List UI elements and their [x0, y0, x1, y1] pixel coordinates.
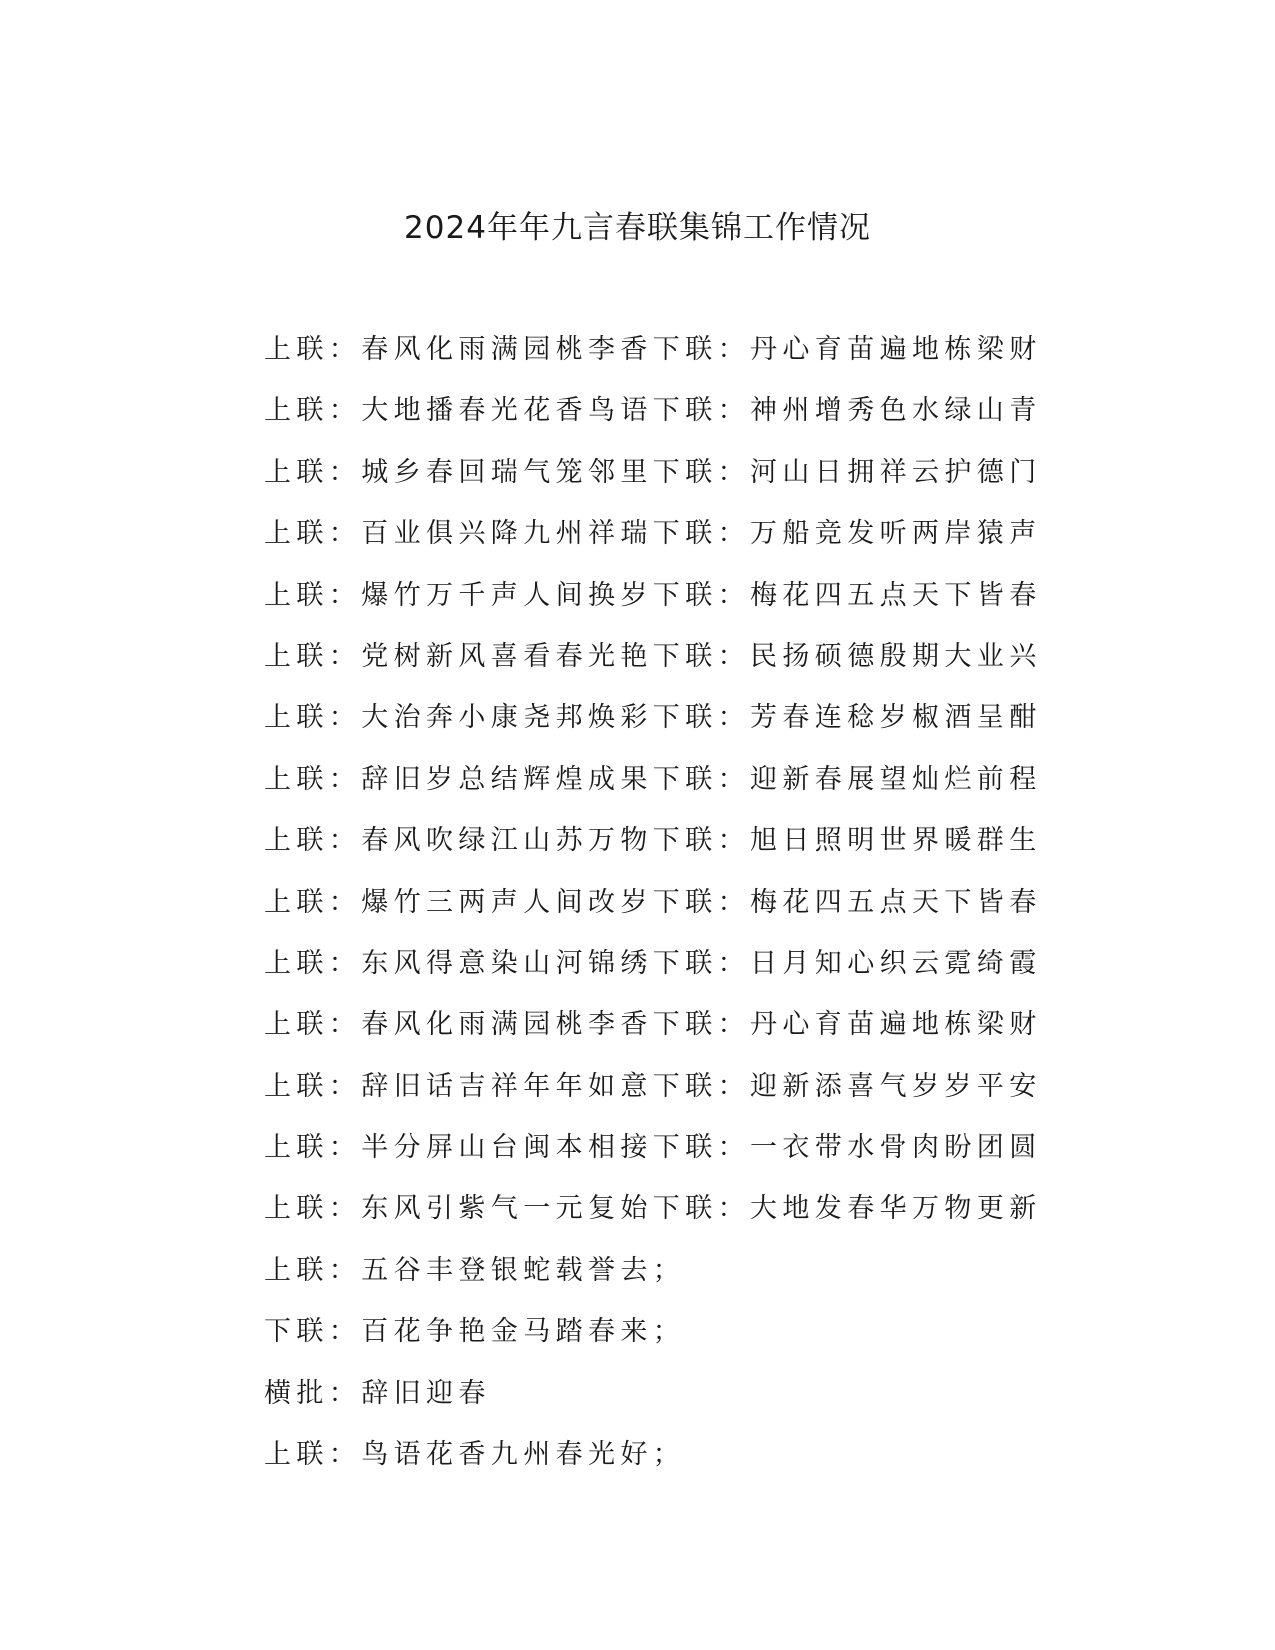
couplet-line: 上联：春风化雨满园桃李香下联：丹心育苗遍地栋梁财: [264, 1009, 1042, 1041]
couplet-line: 横批：辞旧迎春: [264, 1377, 491, 1409]
couplet-line: 上联：大地播春光花香鸟语下联：神州增秀色水绿山青: [264, 395, 1042, 427]
couplet-line: 上联：城乡春回瑞气笼邻里下联：河山日拥祥云护德门: [264, 456, 1042, 488]
couplet-line: 上联：鸟语花香九州春光好；: [264, 1439, 686, 1471]
couplet-line: 下联：百花争艳金马踏春来；: [264, 1316, 686, 1348]
couplet-line: 上联：爆竹三两声人间改岁下联：梅花四五点天下皆春: [264, 886, 1042, 918]
couplet-line: 上联：五谷丰登银蛇载誉去；: [264, 1254, 686, 1286]
page-title: 2024年年九言春联集锦工作情况: [404, 210, 871, 246]
couplet-line: 上联：百业俱兴降九州祥瑞下联：万船竞发听两岸猿声: [264, 518, 1042, 550]
couplet-line: 上联：辞旧话吉祥年年如意下联：迎新添喜气岁岁平安: [264, 1070, 1042, 1102]
couplet-list: [264, 330, 1042, 1496]
couplet-line: 上联：东风得意染山河锦绣下联：日月知心织云霓绮霞: [264, 947, 1042, 979]
couplet-line: 上联：春风化雨满园桃李香下联：丹心育苗遍地栋梁财: [264, 334, 1042, 365]
couplet-line: 上联：辞旧岁总结辉煌成果下联：迎新春展望灿烂前程: [264, 763, 1042, 795]
couplet-line: 上联：东风引紫气一元复始下联：大地发春华万物更新: [264, 1193, 1042, 1225]
couplet-line: 上联：大治奔小康尧邦焕彩下联：芳春连稔岁椒酒呈酣: [264, 702, 1042, 734]
couplet-line: 上联：爆竹万千声人间换岁下联：梅花四五点天下皆春: [264, 579, 1042, 611]
couplet-line: 上联：半分屏山台闽本相接下联：一衣带水骨肉盼团圆: [264, 1132, 1042, 1164]
couplet-line: 上联：春风吹绿江山苏万物下联：旭日照明世界暖群生: [264, 825, 1042, 857]
couplet-line: 上联：党树新风喜看春光艳下联：民扬硕德殷期大业兴: [264, 640, 1042, 672]
